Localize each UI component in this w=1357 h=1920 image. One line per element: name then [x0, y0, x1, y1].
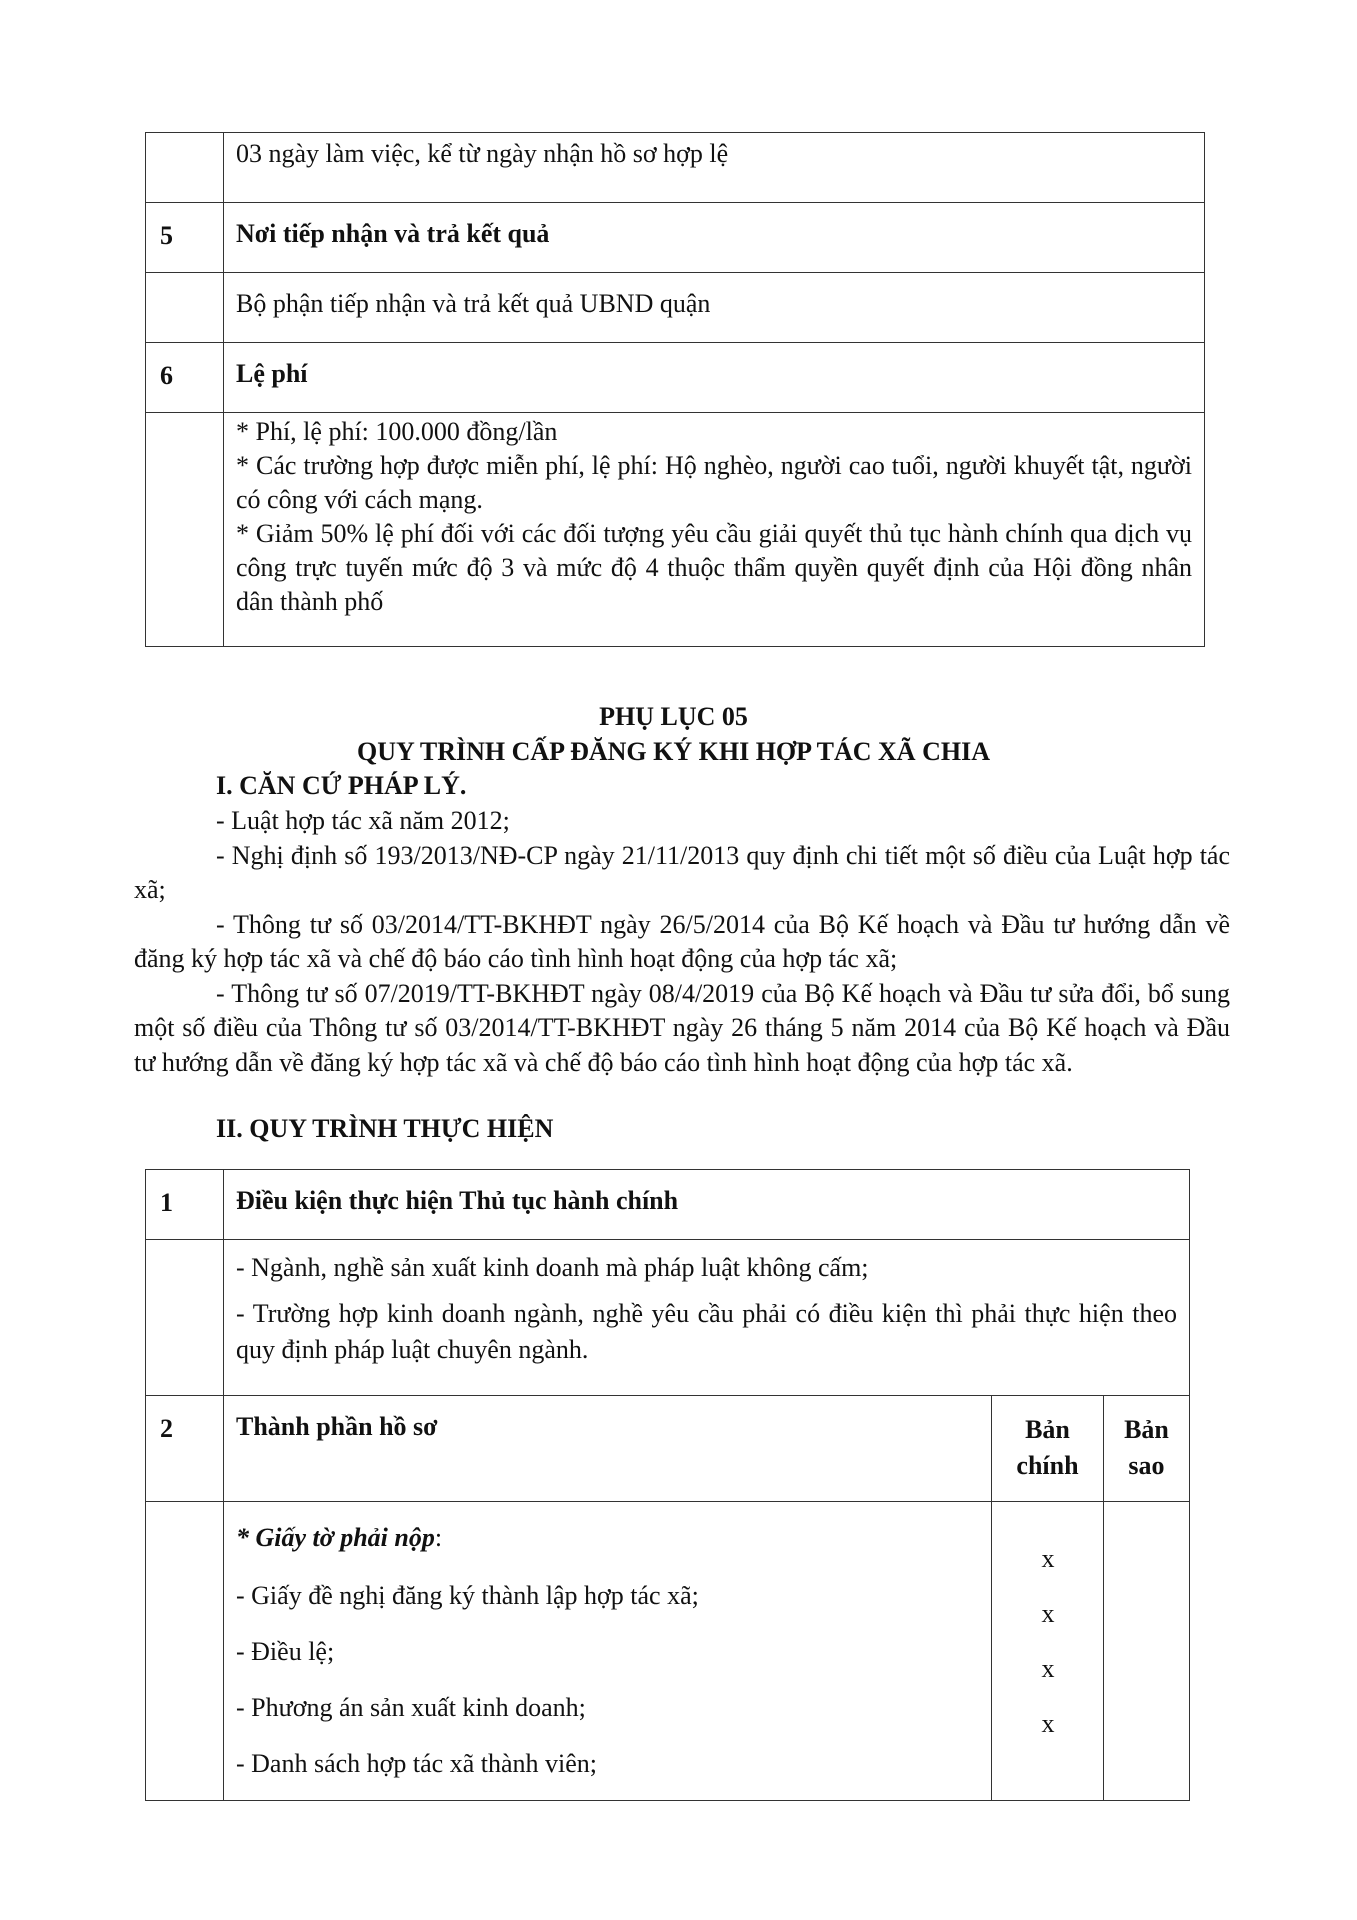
copy-marks: [1103, 1502, 1189, 1801]
original-mark: x: [1041, 1599, 1055, 1628]
fee-line: * Giảm 50% lệ phí đối với các đối tượng yêu cầu giải quyết thủ tục hành chính qua dịch vụ công trực tuyến mức độ 3 và mức độ 4 thuộc thẩm quyền quyết định của Hội đồng nhân dân thành phố: [236, 519, 1192, 616]
empty-cell: [146, 413, 224, 647]
row-title: Điều kiện thực hiện Thủ tục hành chính: [224, 1170, 1190, 1240]
section-heading-procedure: II. QUY TRÌNH THỰC HIỆN: [216, 1114, 554, 1143]
row-number: 6: [146, 343, 224, 413]
empty-cell: [146, 1240, 224, 1396]
row-title: Thành phần hồ sơ: [224, 1396, 992, 1502]
document-item: - Điều lệ;: [236, 1637, 335, 1666]
fee-line: * Các trường hợp được miễn phí, lệ phí: Hộ nghèo, người cao tuổi, người khuyết tật, người có công với cách mạng.: [236, 451, 1192, 514]
required-docs-label: * Giấy tờ phải nộp:: [236, 1523, 443, 1552]
column-original: Bản chính: [991, 1396, 1103, 1502]
original-marks: [991, 1502, 1103, 1801]
empty-cell: [146, 133, 224, 203]
legal-basis-item: - Luật hợp tác xã năm 2012;: [216, 806, 510, 835]
receiving-place-value: Bộ phận tiếp nhận và trả kết quả UBND quận: [224, 273, 1205, 343]
conditions-list: [224, 1240, 1190, 1396]
document-item: - Danh sách hợp tác xã thành viên;: [236, 1749, 598, 1778]
row-number: 1: [146, 1170, 224, 1240]
section-heading-legal: I. CĂN CỨ PHÁP LÝ.: [216, 771, 467, 800]
document-item: - Giấy đề nghị đăng ký thành lập hợp tác xã;: [236, 1581, 699, 1610]
empty-cell: [146, 273, 224, 343]
documents-list: [224, 1502, 992, 1801]
legal-basis-item: - Thông tư số 07/2019/TT-BKHĐT ngày 08/4/2019 của Bộ Kế hoạch và Đầu tư sửa đổi, bổ sung một số điều của Thông tư số 03/2014/TT-BKHĐT ngày 26 tháng 5 năm 2014 của Bộ Kế hoạch và Đầu tư hướng dẫn về đăng ký hợp tác xã và chế độ báo cáo tình hình hoạt động của hợp tác xã.: [134, 978, 1230, 1077]
legal-basis-item: - Nghị định số 193/2013/NĐ-CP ngày 21/11/2013 quy định chi tiết một số điều của Luật hợp tác xã;: [134, 840, 1230, 904]
row-number: 2: [146, 1396, 224, 1502]
fee-details: [224, 413, 1205, 647]
row-title: Lệ phí: [224, 343, 1205, 413]
original-mark: x: [1041, 1709, 1055, 1738]
fee-line: * Phí, lệ phí: 100.000 đồng/lần: [236, 417, 558, 446]
document-item: - Phương án sản xuất kinh doanh;: [236, 1693, 586, 1722]
row-number: 5: [146, 203, 224, 273]
column-copy: Bản sao: [1103, 1396, 1189, 1502]
fee-procedure-table: [145, 132, 1205, 647]
procedure-table: [145, 1169, 1190, 1801]
original-mark: x: [1041, 1544, 1055, 1573]
row-title: Nơi tiếp nhận và trả kết quả: [224, 203, 1205, 273]
appendix-title: PHỤ LỤC 05: [599, 702, 748, 731]
condition-item: - Ngành, nghề sản xuất kinh doanh mà pháp luật không cấm;: [236, 1253, 869, 1282]
empty-cell: [146, 1502, 224, 1801]
processing-time-value: 03 ngày làm việc, kể từ ngày nhận hồ sơ hợp lệ: [224, 133, 1205, 203]
condition-item: - Trường hợp kinh doanh ngành, nghề yêu cầu phải có điều kiện thì phải thực hiện theo quy định pháp luật chuyên ngành.: [236, 1299, 1177, 1364]
legal-basis-item: - Thông tư số 03/2014/TT-BKHĐT ngày 26/5/2014 của Bộ Kế hoạch và Đầu tư hướng dẫn về đăng ký hợp tác xã và chế độ báo cáo tình hình hoạt động của hợp tác xã;: [134, 909, 1230, 973]
appendix-subtitle: QUY TRÌNH CẤP ĐĂNG KÝ KHI HỢP TÁC XÃ CHIA: [357, 737, 990, 766]
original-mark: x: [1041, 1654, 1055, 1683]
legal-bases: [134, 804, 1230, 1080]
